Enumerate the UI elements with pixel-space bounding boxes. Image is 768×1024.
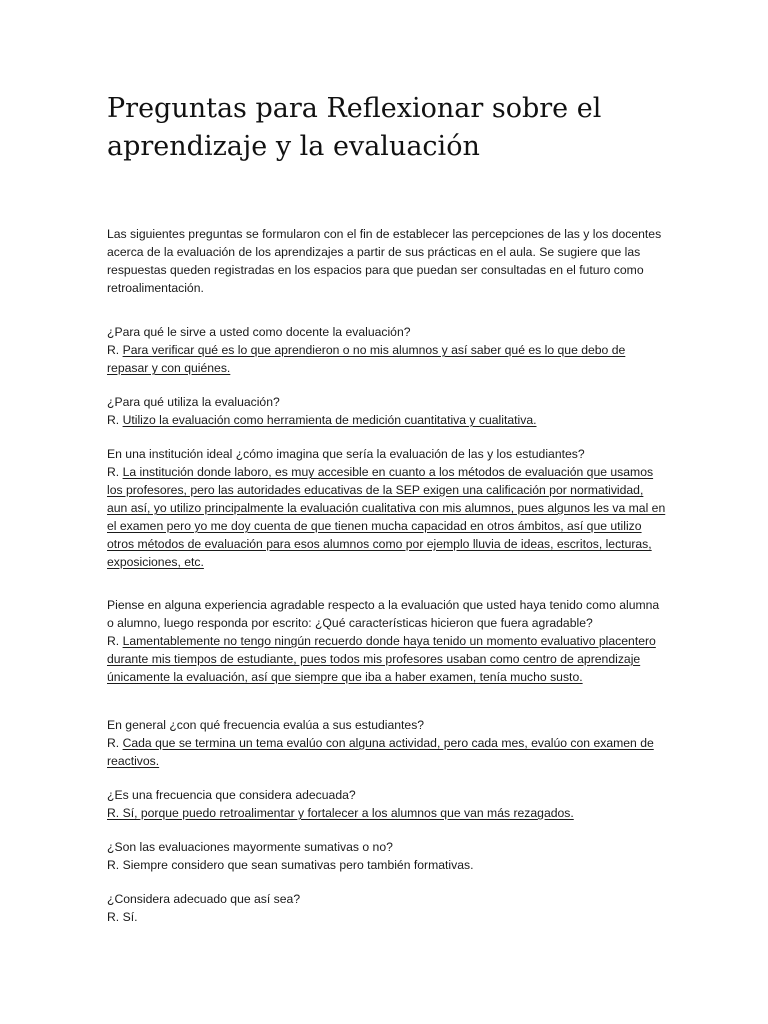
answer-2 bbox=[107, 411, 667, 429]
qa-item-3 bbox=[107, 445, 667, 571]
answer-6-text: R. Sí, porque puedo retroalimentar y fortalecer a los alumnos que van más rezagados. bbox=[107, 806, 574, 820]
answer-5-text: Cada que se termina un tema evalúo con alguna actividad, pero cada mes, evalúo con examen de reactivos. bbox=[107, 736, 654, 768]
answer-7-prefix: R. Siempre considero que sean sumativas pero también formativas. bbox=[107, 858, 474, 872]
answer-4-prefix: R. bbox=[107, 634, 123, 648]
question-8: ¿Considera adecuado que así sea? bbox=[107, 892, 301, 906]
answer-2-prefix: R. bbox=[107, 413, 123, 427]
question-3: En una institución ideal ¿cómo imagina que sería la evaluación de las y los estudiantes? bbox=[107, 447, 585, 461]
answer-7 bbox=[107, 856, 667, 874]
qa-item-5 bbox=[107, 716, 667, 770]
qa-item-7 bbox=[107, 838, 667, 874]
question-7: ¿Son las evaluaciones mayormente sumativas o no? bbox=[107, 840, 393, 854]
intro-paragraph: Las siguientes preguntas se formularon con el fin de establecer las percepciones de las y los docentes acerca de la evaluación de los aprendizajes a partir de sus prácticas en el aula. Se sugiere que las respuestas queden registradas en los espacios para que puedan ser consultadas en el futuro como retroalimentación. bbox=[107, 227, 662, 295]
qa-item-1 bbox=[107, 323, 667, 377]
qa-item-4 bbox=[107, 596, 667, 686]
answer-4 bbox=[107, 632, 667, 686]
answer-8 bbox=[107, 908, 667, 926]
answer-1 bbox=[107, 341, 667, 377]
answer-3-text: La institución donde laboro, es muy accesible en cuanto a los métodos de evaluación que usamos los profesores, pero las autoridades educativas de la SEP exigen una calificación por normatividad, aun así, yo utilizo principalmente la evaluación cualitativa con mis alumnos, pues algunos les va mal en el examen pero yo me doy cuenta de que tienen mucha capacidad en otros ámbitos, así que utilizo otros métodos de evaluación para esos alumnos como por ejemplo lluvia de ideas, escritos, lecturas, exposiciones, etc. bbox=[107, 465, 666, 569]
question-1: ¿Para qué le sirve a usted como docente la evaluación? bbox=[107, 325, 411, 339]
question-4: Piense en alguna experiencia agradable respecto a la evaluación que usted haya tenido como alumna o alumno, luego responda por escrito: ¿Qué características hicieron que fuera agradable? bbox=[107, 598, 660, 630]
document-title: Preguntas para Reflexionar sobre el aprendizaje y la evaluación bbox=[107, 93, 602, 162]
qa-item-2 bbox=[107, 393, 667, 429]
answer-3 bbox=[107, 463, 667, 571]
answer-6 bbox=[107, 804, 667, 822]
qa-item-6 bbox=[107, 786, 667, 822]
qa-item-8 bbox=[107, 890, 667, 926]
answer-8-prefix: R. Sí. bbox=[107, 910, 138, 924]
answer-4-text: Lamentablemente no tengo ningún recuerdo donde haya tenido un momento evaluativo placentero durante mis tiempos de estudiante, pues todos mis profesores usaban como centro de aprendizaje únicamente la evaluación, así que siempre que iba a haber examen, tenía mucho susto. bbox=[107, 634, 656, 684]
answer-1-text: Para verificar qué es lo que aprendieron o no mis alumnos y así saber qué es lo que debo de repasar y con quiénes. bbox=[107, 343, 626, 375]
answer-5-prefix: R. bbox=[107, 736, 123, 750]
question-5: En general ¿con qué frecuencia evalúa a sus estudiantes? bbox=[107, 718, 425, 732]
question-6: ¿Es una frecuencia que considera adecuada? bbox=[107, 788, 356, 802]
answer-3-prefix: R. bbox=[107, 465, 123, 479]
answer-1-prefix: R. bbox=[107, 343, 123, 357]
answer-5 bbox=[107, 734, 667, 770]
answer-2-text: Utilizo la evaluación como herramienta de medición cuantitativa y cualitativa. bbox=[122, 413, 537, 427]
question-2: ¿Para qué utiliza la evaluación? bbox=[107, 395, 280, 409]
